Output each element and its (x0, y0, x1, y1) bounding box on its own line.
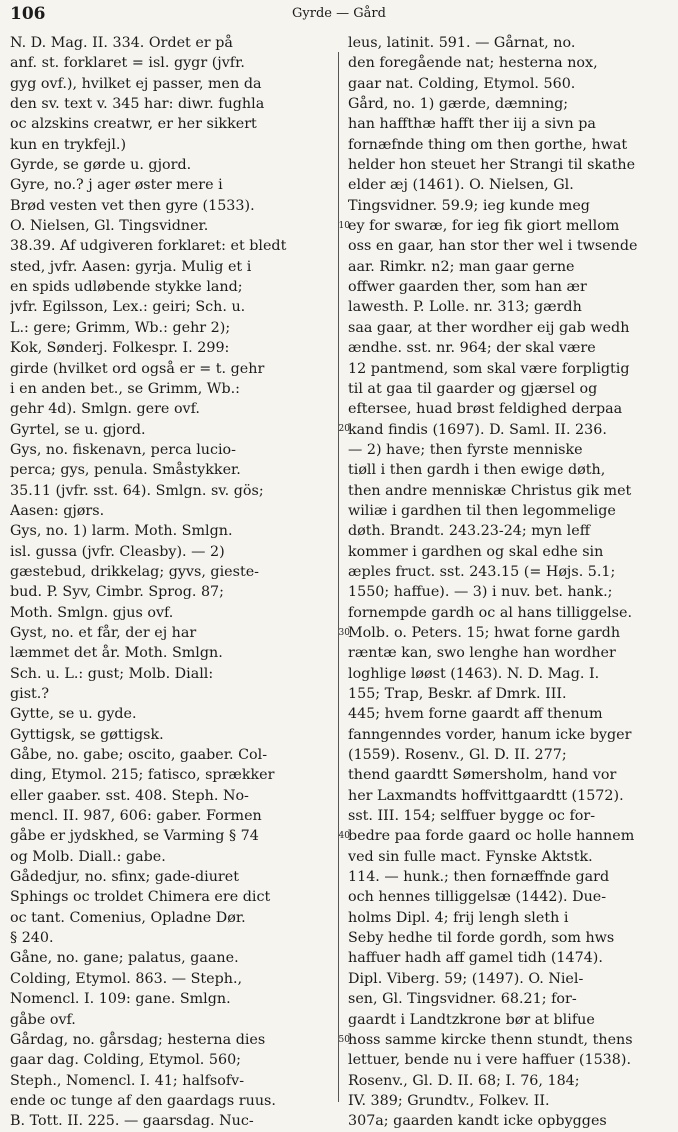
text-line: sted, jvfr. Aasen: gyrja. Mulig et i (10, 258, 252, 275)
text-line: sst. III. 154; selffuer bygge oc for- (348, 808, 596, 825)
text-line: gehr 4d). Smlgn. gere ovf. (10, 401, 200, 418)
text-line: døth. Brandt. 243.23-24; myn leff (348, 523, 590, 540)
text-line: den foregående nat; hesterna nox, (348, 55, 598, 72)
text-line: helder hon steuet her Strangi til skathe (348, 157, 636, 174)
text-line: wiliæ i gardhen til then legommelige (348, 502, 616, 519)
text-line: kun en trykfejl.) (10, 136, 127, 153)
text-line: 155; Trap, Beskr. af Dmrk. III. (348, 686, 567, 702)
text-line: Gyrtel, se u. gjord. (10, 421, 146, 438)
text-line: fanngenndes vorder, hanum icke byger (348, 726, 632, 743)
text-line: tiøll i then gardh i then ewige døth, (348, 462, 606, 479)
text-line: ved sin fulle mact. Fynske Aktstk. (348, 848, 593, 865)
text-line: ræntæ kan, swo lenghe han wordher (348, 645, 616, 662)
text-line: Brød vesten vet then gyre (1533). (10, 197, 255, 214)
text-line: § 240. (10, 930, 54, 947)
text-line: Sch. u. L.: gust; Molb. Diall: (10, 665, 214, 682)
text-line: Gys, no. 1) larm. Moth. Smlgn. (10, 523, 233, 540)
text-line: haffuer hadh aff gamel tidh (1474). (348, 950, 603, 967)
text-line: Gyre, no.? j ager øster mere i (10, 177, 223, 194)
text-line: Gytte, se u. gyde. (10, 706, 137, 723)
column-rule (338, 52, 339, 1102)
text-line: gåbe ovf. (10, 1011, 76, 1028)
text-line: gæstebud, drikkelag; gyvs, gieste- (10, 563, 259, 580)
text-line: han haffthæ hafft ther iij a sivn pa (348, 116, 596, 133)
text-line: Gårdag, no. gårsdag; hesterna dies (10, 1031, 266, 1048)
text-line: L.: gere; Grimm, Wb.: gehr 2); (10, 319, 231, 336)
text-line: gyg ovf.), hvilket ej passer, men da (10, 75, 262, 92)
text-line: til at gaa til gaarder og gjærsel og (348, 380, 598, 397)
right-column (348, 33, 666, 1132)
text-line: Nomencl. I. 109: gane. Smlgn. (10, 991, 231, 1008)
text-line: hoss samme kircke thenn stundt, thens (348, 1031, 633, 1048)
page-number: 106 (10, 4, 46, 24)
text-line: 445; hvem forne gaardt aff thenum (348, 706, 603, 723)
text-line: Gyst, no. et får, der ej har (10, 624, 197, 641)
text-line: gaar dag. Colding, Etymol. 560; (10, 1052, 241, 1069)
text-line: Gyttigsk, se gøttigsk. (10, 726, 164, 743)
text-line: O. Nielsen, Gl. Tingsvidner. (10, 218, 209, 235)
text-line: og Molb. Diall.: gabe. (10, 848, 166, 865)
text-line: thend gaardtt Sømersholm, hand vor (348, 767, 617, 784)
text-line: Aasen: gjørs. (10, 502, 105, 519)
text-line: offwer gaarden ther, som han ær (348, 279, 587, 296)
text-line: Steph., Nomencl. I. 41; halfsofv- (10, 1072, 245, 1089)
text-line: Molb. o. Peters. 15; hwat forne gardh (348, 624, 621, 641)
text-line: perca; gys, penula. Småstykker. (10, 462, 241, 479)
line-marker: 20 (338, 424, 350, 434)
text-line: 114. — hunk.; then fornæffnde gard (348, 869, 610, 886)
text-line: bedre paa forde gaard oc holle hannem (348, 828, 635, 845)
text-line: girde (hvilket ord også er = t. gehr (10, 360, 265, 377)
text-line: her Laxmandts hoffvittgaardtt (1572). (348, 787, 624, 804)
text-line: eller gaaber. sst. 408. Steph. No- (10, 787, 249, 804)
text-line: mencl. II. 987, 606: gaber. Formen (10, 808, 262, 825)
text-line: holms Dipl. 4; frij lengh sleth i (348, 909, 569, 926)
text-line: Gård, no. 1) gærde, dæmning; (348, 96, 569, 113)
text-line: jvfr. Egilsson, Lex.: geiri; Sch. u. (10, 299, 246, 316)
text-line: B. Tott. II. 225. — gaarsdag. Nuc- (10, 1113, 254, 1130)
line-marker: 50 (338, 1035, 350, 1045)
text-line: gåbe er jydskhed, se Varming § 74 (10, 828, 259, 845)
text-line: kand findis (1697). D. Saml. II. 236. (348, 421, 607, 438)
text-line: then andre menniskæ Christus gik met (348, 482, 632, 499)
text-line: Colding, Etymol. 863. — Steph., (10, 970, 243, 987)
text-line: isl. gussa (jvfr. Cleasby). — 2) (10, 543, 225, 560)
text-line: leus, latinit. 591. — Gårnat, no. (348, 35, 576, 51)
text-line: bud. P. Syv, Cimbr. Sprog. 87; (10, 584, 224, 601)
line-marker: 30 (338, 628, 350, 638)
text-line: 1550; haffue). — 3) i nuv. bet. hank.; (348, 584, 613, 601)
text-line: aar. Rimkr. n2; man gaar gerne (348, 258, 575, 275)
text-line: sen, Gl. Tingsvidner. 68.21; for- (348, 991, 577, 1008)
text-line: Gådedjur, no. sfinx; gade-diuret (10, 869, 239, 886)
line-marker: 10 (338, 221, 350, 231)
text-line: IV. 389; Grundtv., Folkev. II. (348, 1092, 550, 1109)
text-line: saa gaar, at ther wordher eij gab wedh (348, 319, 630, 336)
text-line: oss en gaar, han stor ther wel i twsende (348, 238, 638, 255)
text-line: ding, Etymol. 215; fatisco, sprækker (10, 767, 275, 784)
text-line: Dipl. Viberg. 59; (1497). O. Niel- (348, 970, 584, 987)
text-line: loghlige løøst (1463). N. D. Mag. I. (348, 665, 600, 682)
text-line: 38.39. Af udgiveren forklaret: et bledt (10, 238, 287, 255)
text-line: gist.? (10, 686, 50, 702)
text-line: Kok, Sønderj. Folkespr. I. 299: (10, 340, 230, 357)
text-line: ende oc tunge af den gaardags ruus. (10, 1092, 276, 1109)
text-line: och hennes tilliggelsæ (1442). Due- (348, 889, 607, 906)
text-line: Rosenv., Gl. D. II. 68; I. 76, 184; (348, 1072, 580, 1089)
text-line: (1559). Rosenv., Gl. D. II. 277; (348, 747, 567, 764)
text-line: 12 pantmend, som skal være forpligtig (348, 360, 630, 377)
text-line: Gys, no. fiskenavn, perca lucio- (10, 441, 236, 458)
text-line: 307a; gaarden kandt icke opbygges (348, 1113, 607, 1130)
text-line: ændhe. sst. nr. 964; der skal være (348, 340, 596, 357)
text-line: lawesth. P. Lolle. nr. 313; gærdh (348, 299, 582, 316)
running-head: Gyrde — Gård (292, 6, 386, 21)
text-line: Gyrde, se gørde u. gjord. (10, 157, 192, 174)
text-line: oc tant. Comenius, Opladne Dør. (10, 909, 246, 926)
text-line: den sv. text v. 345 har: diwr. fughla (10, 96, 265, 113)
text-line: 35.11 (jvfr. sst. 64). Smlgn. sv. gös; (10, 482, 264, 499)
text-line: eftersee, huad brøst feldighed derpaa (348, 401, 623, 418)
text-line: Gåbe, no. gabe; oscito, gaaber. Col- (10, 747, 268, 764)
text-line: lettuer, bende nu i vere haffuer (1538). (348, 1052, 631, 1069)
text-line: gaardt i Landtzkrone bør at blifue (348, 1011, 595, 1028)
text-line: læmmet det år. Moth. Smlgn. (10, 645, 223, 662)
text-line: ey for swaræ, for ieg fik giort mellom (348, 218, 620, 235)
text-line: Tingsvidner. 59.9; ieg kunde meg (348, 197, 590, 214)
text-line: kommer i gardhen og skal edhe sin (348, 543, 604, 560)
text-line: Moth. Smlgn. gjus ovf. (10, 604, 174, 621)
text-line: en spids udløbende stykke land; (10, 279, 243, 296)
text-line: elder æj (1461). O. Nielsen, Gl. (348, 177, 574, 194)
text-line: anf. st. forklaret = isl. gygr (jvfr. (10, 55, 245, 72)
text-line: i en anden bet., se Grimm, Wb.: (10, 380, 240, 397)
line-marker: 40 (338, 831, 350, 841)
text-line: oc alzskins creatwr, er her sikkert (10, 116, 257, 133)
text-line: fornæfnde thing om then gorthe, hwat (348, 136, 628, 153)
text-line: gaar nat. Colding, Etymol. 560. (348, 75, 576, 92)
text-line: — 2) have; then fyrste menniske (348, 441, 583, 458)
left-column (10, 33, 332, 1132)
text-line: Gåne, no. gane; palatus, gaane. (10, 950, 239, 967)
text-line: fornempde gardh oc al hans tilliggelse. (348, 604, 633, 621)
text-line: Sphings oc troldet Chimera ere dict (10, 889, 271, 906)
text-line: N. D. Mag. II. 334. Ordet er på (10, 35, 233, 51)
text-line: Seby hedhe til forde gordh, som hws (348, 930, 615, 947)
text-line: æples fruct. sst. 243.15 (= Højs. 5.1; (348, 563, 616, 580)
